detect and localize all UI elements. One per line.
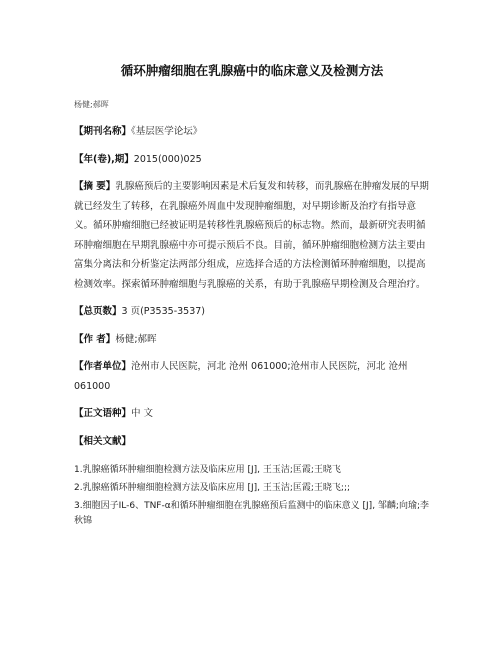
reference-list xyxy=(74,463,430,529)
pages-value: 3 页(P3535-3537) xyxy=(121,306,206,317)
language-label: 【正文语种】 xyxy=(74,408,132,419)
abstract-field xyxy=(74,177,430,294)
reference-item[interactable]: 3.细胞因子IL-6、TNF-α和循环肿瘤细胞在乳腺癌预后监测中的临床意义 [J], 邹麟;向瑜;李秋锦 xyxy=(74,501,429,526)
language-field xyxy=(74,404,430,424)
affiliation-field xyxy=(74,357,430,396)
reference-item[interactable]: 2.乳腺癌循环肿瘤细胞检测方法及临床应用 [J], 王玉洁;匡霞;王晓飞;;; xyxy=(74,483,351,493)
abstract-label: 【摘 要】 xyxy=(74,181,116,192)
pages-field xyxy=(74,302,430,322)
journal-field xyxy=(74,122,430,142)
journal-value: 《基层医学论坛》 xyxy=(131,126,203,137)
references-heading: 【相关文献】 xyxy=(74,435,132,447)
reference-item[interactable]: 1.乳腺癌循环肿瘤细胞检测方法及临床应用 [J], 王玉洁;匡霞;王晓飞 xyxy=(74,465,341,475)
year-issue-field xyxy=(74,150,430,170)
author-field xyxy=(74,330,430,350)
year-issue-label: 【年(卷),期】 xyxy=(74,153,134,165)
abstract-text: 乳腺癌预后的主要影响因素是术后复发和转移，而乳腺癌在肿瘤发展的早期就已经发生了转移，在乳腺癌外周血中发现肿瘤细胞，对早期诊断及治疗有指导意义。循环肿瘤细胞已经被证明是转移性乳腺癌预后的标志物。然而，最新研究表明循环肿瘤细胞在早期乳腺癌中亦可提示预后不良。目前，循环肿瘤细胞检测方法主要由富集分离法和分析鉴定法两部分组成，应选择合适的方法检测循环肿瘤细胞，以提高检测效率。探索循环肿瘤细胞与乳腺癌的关系，有助于乳腺癌早期检测及合理治疗。 xyxy=(74,181,429,290)
affiliation-label: 【作者单位】 xyxy=(74,361,132,372)
document-title: 循环肿瘤细胞在乳腺癌中的临床意义及检测方法 xyxy=(120,63,384,78)
journal-label: 【期刊名称】 xyxy=(74,126,132,137)
author-byline: 杨健;郝晖 xyxy=(74,100,109,109)
affiliation-value: 沧州市人民医院，河北 沧州 061000;沧州市人民医院，河北 沧州 061000 xyxy=(74,361,408,392)
language-value: 中 文 xyxy=(131,408,154,419)
author-value: 杨健;郝晖 xyxy=(115,333,157,345)
year-issue-value: 2015(000)025 xyxy=(133,153,202,165)
pages-label: 【总页数】 xyxy=(74,306,122,317)
author-label: 【作 者】 xyxy=(74,333,116,345)
